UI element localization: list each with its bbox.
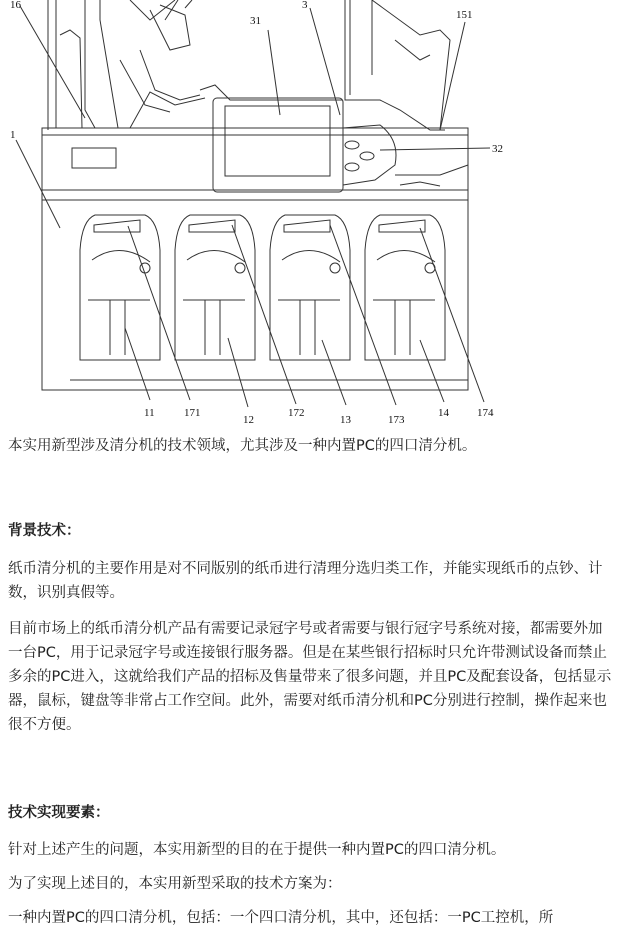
background-paragraph-2: 目前市场上的纸币清分机产品有需要记录冠字号或者需要与银行冠字号系统对接，都需要外加一台PC，用于记录冠字号或连接银行服务器。但是在某些银行招标时只允许带测试设备而禁止多余的PC进入，这就给我们产品的招标及售量带来了很多问题，并且PC及配套设备，包括显示器，鼠标，键盘等非常占工作空间。此外，需要对纸币清分机和PC分别进行控制，操作起来也很不方便。 bbox=[8, 621, 612, 733]
tech-heading: 技术实现要素： bbox=[8, 805, 110, 821]
label-13: 13 bbox=[340, 414, 351, 426]
intro-paragraph: 本实用新型涉及清分机的技术领域，尤其涉及一种内置PC的四口清分机。 bbox=[8, 438, 477, 454]
label-31: 31 bbox=[250, 15, 261, 27]
label-11: 11 bbox=[144, 407, 155, 419]
background-paragraph-1: 纸币清分机的主要作用是对不同版别的纸币进行清理分选归类工作，并能实现纸币的点钞、计数，识别真假等。 bbox=[8, 561, 603, 601]
label-171: 171 bbox=[184, 407, 201, 419]
tech-paragraph-2: 为了实现上述目的，本实用新型采取的技术方案为： bbox=[8, 876, 342, 892]
label-173: 173 bbox=[388, 414, 405, 426]
label-14: 14 bbox=[438, 407, 449, 419]
label-172: 172 bbox=[288, 407, 305, 419]
label-32: 32 bbox=[492, 143, 503, 155]
patent-figure bbox=[0, 0, 618, 432]
label-16: 16 bbox=[10, 0, 21, 11]
tech-paragraph-1: 针对上述产生的问题，本实用新型的目的在于提供一种内置PC的四口清分机。 bbox=[8, 842, 506, 858]
label-3: 3 bbox=[302, 0, 308, 11]
tech-paragraph-3: 一种内置PC的四口清分机，包括：一个四口清分机，其中，还包括：一PC工控机，所 bbox=[8, 910, 554, 926]
label-1: 1 bbox=[10, 129, 16, 141]
label-151: 151 bbox=[456, 9, 473, 21]
label-174: 174 bbox=[477, 407, 494, 419]
label-12: 12 bbox=[243, 414, 254, 426]
background-heading: 背景技术： bbox=[8, 523, 81, 539]
